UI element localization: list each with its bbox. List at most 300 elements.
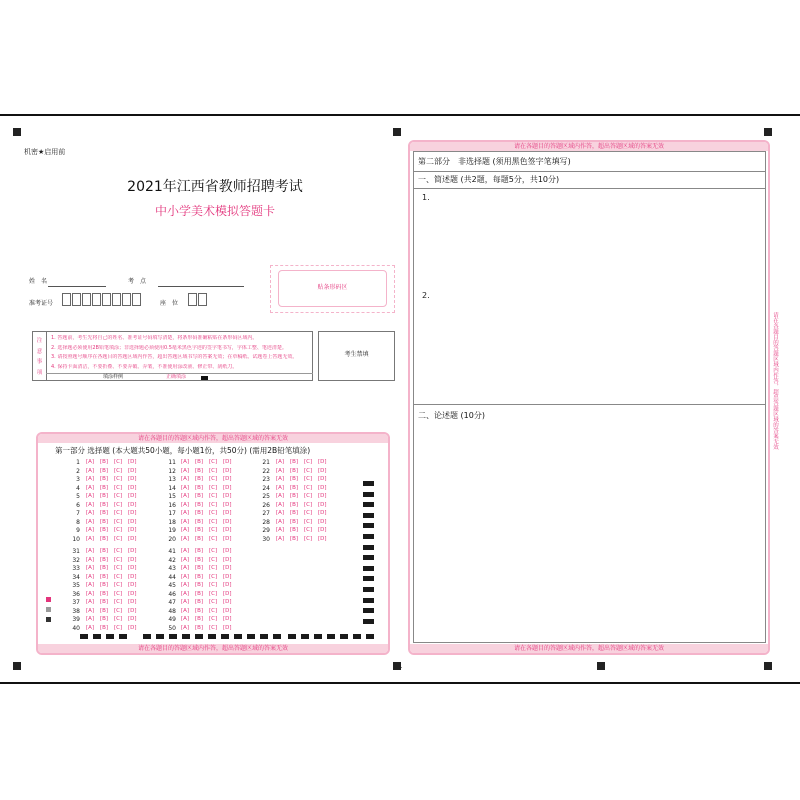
answer-bubble: [D]: [128, 459, 137, 465]
answer-bubble: [D]: [223, 582, 232, 588]
question-number: 27: [262, 510, 270, 517]
answer-bubble: [D]: [223, 573, 232, 580]
question-number: 5: [76, 493, 80, 500]
question-number: 47: [168, 599, 176, 606]
answer-bubble: [D]: [318, 484, 327, 491]
answer-bubble: [A]: [181, 599, 190, 605]
answer-bubble: [D]: [128, 476, 137, 482]
answer-bubble: [C]: [114, 527, 123, 533]
answer-bubble: [C]: [304, 467, 313, 474]
timing-mark: [247, 634, 255, 639]
answer-bubble: [C]: [209, 518, 218, 525]
answer-bubble: [B]: [100, 582, 109, 588]
timing-mark: [366, 634, 374, 639]
question-number: 45: [168, 582, 176, 589]
timing-mark: [363, 545, 374, 550]
answer-bubble: [B]: [100, 590, 109, 597]
timing-mark: [208, 634, 216, 639]
answer-options: [181, 519, 237, 526]
timing-mark: [80, 634, 88, 639]
answer-bubble: [A]: [181, 501, 190, 508]
answer-bubble: [B]: [195, 527, 204, 533]
question-number: 19: [168, 527, 176, 534]
answer-bubble: [B]: [100, 476, 109, 482]
question-number: 44: [168, 573, 176, 581]
answer-bubble: [B]: [290, 459, 299, 465]
answer-bubble: [C]: [304, 459, 313, 465]
question-number: 43: [168, 565, 176, 572]
notice-item: 4. 保持卡面清洁，不要折叠、不要弄破、弄皱，不准使用涂改液、修正带、刮纸刀。: [51, 363, 238, 370]
answer-bubble: [C]: [114, 484, 123, 491]
name-field: [48, 286, 106, 287]
page-number: 1: [398, 662, 403, 670]
answer-bubble: [A]: [86, 476, 95, 482]
answer-options: [181, 608, 237, 615]
answer-bubble: [D]: [223, 565, 232, 571]
timing-mark: [288, 634, 296, 639]
timing-mark: [169, 634, 177, 639]
correct-fill-label: 正确填涂: [166, 374, 187, 380]
timing-mark: [221, 634, 229, 639]
question-number: 20: [168, 535, 176, 543]
answer-bubble: [B]: [290, 467, 299, 474]
timing-mark: [340, 634, 348, 639]
answer-bubble: [B]: [195, 590, 204, 597]
answer-bubble: [C]: [114, 548, 123, 554]
question-number: 11: [168, 459, 176, 466]
timing-mark: [273, 634, 281, 639]
answer-bubble: [B]: [100, 510, 109, 516]
answer-bubble: [C]: [114, 510, 123, 516]
timing-mark: [363, 608, 374, 613]
answer-bubble: [A]: [181, 624, 190, 631]
answer-options: [181, 485, 237, 492]
answer-bubble: [B]: [100, 624, 109, 631]
answer-bubble: [B]: [100, 573, 109, 580]
name-label: 姓 名: [29, 278, 48, 285]
answer-bubble: [A]: [276, 501, 285, 508]
notice-title-char: 意: [36, 348, 43, 355]
question-number: 9: [76, 527, 80, 534]
answer-bubble: [A]: [181, 484, 190, 491]
answer-bubble: [A]: [181, 527, 190, 533]
fill-sample-label: 填涂样例: [103, 374, 124, 380]
answer-bubble: [A]: [276, 493, 285, 499]
answer-bubble: [A]: [86, 573, 95, 580]
question-number: 41: [168, 548, 176, 555]
timing-mark: [363, 502, 374, 507]
answer-options: [276, 510, 332, 517]
answer-bubble: [C]: [304, 527, 313, 533]
answer-bubble: [A]: [86, 616, 95, 622]
answer-bubble: [B]: [100, 565, 109, 571]
answer-area-warning-footer: 请在各题目的答题区域内作答，超出答题区域的答案无效: [38, 644, 388, 653]
answer-options: [181, 591, 237, 598]
barcode-area: [270, 265, 395, 313]
answer-bubble: [A]: [86, 607, 95, 614]
answer-bubble: [A]: [86, 493, 95, 499]
notice-item: 2. 选择题必须使用2B铅笔填涂；非选择题必须使用0.5毫米黑色字迹的签字笔书写，字体工整、笔迹清楚。: [51, 344, 287, 351]
top-rule: [0, 114, 800, 116]
question-number: 31: [72, 548, 80, 555]
answer-bubble: [A]: [86, 556, 95, 563]
answer-bubble: [D]: [223, 624, 232, 631]
question-number: 1: [76, 459, 80, 466]
answer-bubble: [B]: [290, 493, 299, 499]
answer-options: [86, 582, 142, 589]
timing-mark: [260, 634, 268, 639]
answer-bubble: [D]: [128, 501, 137, 508]
answer-bubble: [D]: [128, 548, 137, 554]
answer-bubble: [C]: [209, 527, 218, 533]
answer-options: [86, 493, 142, 500]
registration-mark: [13, 128, 21, 136]
question-number: 15: [168, 493, 176, 500]
answer-bubble: [C]: [209, 535, 218, 542]
answer-bubble: [B]: [100, 501, 109, 508]
answer-bubble: [B]: [195, 518, 204, 525]
question-number: 16: [168, 501, 176, 509]
answer-bubble: [D]: [223, 518, 232, 525]
timing-mark: [363, 576, 374, 581]
answer-bubble: [D]: [223, 476, 232, 482]
answer-bubble: [D]: [128, 556, 137, 563]
answer-bubble: [B]: [195, 607, 204, 614]
side-warning-text: 请在各题目的答题区域内作答，超出答题区域的答案无效: [772, 312, 778, 450]
answer-options: [276, 485, 332, 492]
registration-mark: [597, 662, 605, 670]
answer-bubble: [C]: [114, 467, 123, 474]
notice-title: [33, 332, 47, 380]
answer-bubble: [B]: [195, 535, 204, 542]
answer-bubble: [C]: [114, 493, 123, 499]
answer-area-warning-header: 请在各题目的答题区域内作答，超出答题区域的答案无效: [410, 142, 768, 151]
answer-bubble: [B]: [195, 467, 204, 474]
answer-bubble: [B]: [290, 535, 299, 542]
answer-options: [181, 565, 237, 572]
answer-bubble: [D]: [318, 501, 327, 508]
answer-bubble: [D]: [223, 548, 232, 554]
answer-bubble: [C]: [209, 501, 218, 508]
answer-bubble: [D]: [128, 565, 137, 571]
timing-mark: [363, 481, 374, 486]
confidential-label: 机密★启用前: [24, 148, 66, 156]
answer-bubble: [D]: [128, 527, 137, 533]
answer-bubble: [B]: [195, 501, 204, 508]
answer-bubble: [A]: [86, 459, 95, 465]
question-number: 37: [72, 599, 80, 606]
answer-options: [86, 548, 142, 555]
answer-bubble: [B]: [290, 476, 299, 482]
answer-bubble: [B]: [100, 616, 109, 622]
answer-bubble: [C]: [209, 582, 218, 588]
ticket-number-label: 准考证号: [29, 300, 54, 307]
answer-options: [86, 574, 142, 581]
answer-bubble: [A]: [86, 565, 95, 571]
answer-options: [276, 468, 332, 475]
answer-bubble: [B]: [100, 527, 109, 533]
answer-options: [181, 527, 237, 534]
answer-bubble: [A]: [86, 510, 95, 516]
answer-bubble: [B]: [195, 556, 204, 563]
examinee-reserved-label: 考生禁填: [344, 351, 369, 358]
digit-box: [188, 293, 197, 306]
answer-bubble: [D]: [223, 510, 232, 516]
answer-bubble: [B]: [195, 582, 204, 588]
gray-calibration-square: [46, 607, 51, 612]
question-number: 13: [168, 476, 176, 483]
answer-bubble: [C]: [209, 624, 218, 631]
answer-bubble: [D]: [223, 599, 232, 605]
answer-options: [86, 468, 142, 475]
answer-bubble: [C]: [114, 535, 123, 542]
part2-writing-box: [413, 151, 766, 643]
answer-options: [181, 574, 237, 581]
timing-mark: [363, 534, 374, 539]
question-number: 18: [168, 518, 176, 526]
answer-bubble: [C]: [114, 518, 123, 525]
answer-bubble: [B]: [100, 484, 109, 491]
question-number: 25: [262, 493, 270, 500]
answer-bubble: [B]: [195, 476, 204, 482]
answer-bubble: [D]: [318, 510, 327, 516]
notice-item: 1. 答题前，考生先将自己的姓名、准考证号码填写清楚，将条形码准确粘贴在条形码区域内。: [51, 335, 258, 341]
answer-bubble: [D]: [318, 518, 327, 525]
answer-bubble: [C]: [114, 501, 123, 508]
answer-bubble: [C]: [114, 599, 123, 605]
answer-bubble: [D]: [128, 535, 137, 542]
answer-bubble: [D]: [128, 582, 137, 588]
answer-options: [181, 493, 237, 500]
answer-bubble: [C]: [209, 493, 218, 499]
answer-options: [181, 548, 237, 555]
answer-bubble: [B]: [195, 548, 204, 554]
timing-mark: [363, 587, 374, 592]
part2-title-divider: [413, 171, 766, 172]
notice-title-char: 事: [36, 359, 43, 365]
answer-bubble: [C]: [114, 556, 123, 563]
notice-box: [32, 331, 313, 381]
answer-bubble: [B]: [290, 518, 299, 525]
question-number: 23: [262, 476, 270, 483]
answer-bubble: [A]: [181, 476, 190, 482]
answer-bubble: [A]: [181, 582, 190, 588]
answer-options: [276, 536, 332, 543]
question-number: 32: [72, 556, 80, 564]
question-number: 12: [168, 467, 176, 475]
answer-bubble: [C]: [209, 573, 218, 580]
answer-options: [86, 565, 142, 572]
answer-bubble: [D]: [223, 501, 232, 508]
digit-box: [198, 293, 207, 306]
question-number: 2: [76, 467, 80, 475]
answer-options: [181, 536, 237, 543]
short-answer-heading: 一、简述题 (共2题，每题5分，共10分): [418, 175, 560, 184]
answer-bubble: [A]: [86, 484, 95, 491]
answer-bubble: [A]: [276, 535, 285, 542]
answer-bubble: [B]: [195, 493, 204, 499]
answer-bubble: [C]: [209, 590, 218, 597]
answer-bubble: [B]: [100, 518, 109, 525]
registration-mark: [764, 662, 772, 670]
answer-bubble: [D]: [128, 510, 137, 516]
answer-bubble: [A]: [276, 476, 285, 482]
timing-mark: [156, 634, 164, 639]
timing-mark: [93, 634, 101, 639]
answer-bubble: [A]: [86, 624, 95, 631]
answer-bubble: [C]: [209, 510, 218, 516]
timing-mark: [195, 634, 203, 639]
registration-mark: [393, 128, 401, 136]
answer-bubble: [D]: [223, 493, 232, 499]
question-number: 36: [72, 590, 80, 598]
question-number: 14: [168, 484, 176, 492]
answer-bubble: [A]: [86, 548, 95, 554]
question-number: 7: [76, 510, 80, 517]
answer-bubble: [A]: [276, 459, 285, 465]
answer-bubble: [A]: [276, 527, 285, 533]
card-subtitle: 中小学美术模拟答题卡: [154, 204, 275, 218]
answer-options: [181, 616, 237, 623]
question-number: 26: [262, 501, 270, 509]
answer-bubble: [D]: [318, 493, 327, 499]
answer-bubble: [A]: [86, 467, 95, 474]
registration-mark: [13, 662, 21, 670]
answer-bubble: [D]: [128, 624, 137, 631]
answer-options: [181, 557, 237, 564]
question-number: 35: [72, 582, 80, 589]
part2-title: 第二部分 非选择题 (须用黑色签字笔填写): [418, 157, 571, 166]
question-1-label: 1.: [422, 193, 430, 202]
answer-bubble: [A]: [86, 527, 95, 533]
answer-bubble: [D]: [128, 493, 137, 499]
question-number: 24: [262, 484, 270, 492]
notice-title-char: 注: [36, 338, 43, 344]
digit-box: [72, 293, 81, 306]
answer-bubble: [B]: [100, 548, 109, 554]
answer-bubble: [D]: [128, 573, 137, 580]
answer-options: [86, 502, 142, 509]
digit-box: [112, 293, 121, 306]
timing-mark: [353, 634, 361, 639]
answer-options: [86, 591, 142, 598]
answer-options: [86, 459, 142, 466]
answer-bubble: [D]: [318, 535, 327, 542]
answer-bubble: [D]: [223, 590, 232, 597]
answer-bubble: [A]: [181, 493, 190, 499]
answer-bubble: [C]: [304, 518, 313, 525]
answer-bubble: [D]: [223, 616, 232, 622]
answer-bubble: [B]: [100, 535, 109, 542]
answer-bubble: [A]: [86, 582, 95, 588]
answer-bubble: [D]: [223, 535, 232, 542]
answer-options: [276, 527, 332, 534]
question-number: 40: [72, 624, 80, 632]
question-number: 33: [72, 565, 80, 572]
answer-bubble: [B]: [100, 607, 109, 614]
answer-bubble: [D]: [223, 556, 232, 563]
barcode-frame: [278, 270, 387, 307]
answer-bubble: [D]: [223, 459, 232, 465]
answer-bubble: [D]: [128, 467, 137, 474]
notice-item: 3. 请按照题号顺序在各题目的答题区域内作答，超出答题区域书写的答案无效；在草稿纸、试题卷上答题无效。: [51, 354, 298, 360]
answer-options: [181, 510, 237, 517]
answer-bubble: [C]: [114, 476, 123, 482]
answer-bubble: [B]: [100, 467, 109, 474]
answer-bubble: [B]: [195, 616, 204, 622]
question-number: 39: [72, 616, 80, 623]
answer-bubble: [C]: [304, 501, 313, 508]
answer-bubble: [C]: [114, 616, 123, 622]
answer-bubble: [A]: [86, 599, 95, 605]
answer-options: [86, 510, 142, 517]
answer-bubble: [B]: [195, 599, 204, 605]
answer-bubble: [A]: [181, 548, 190, 554]
answer-bubble: [C]: [114, 573, 123, 580]
answer-bubble: [C]: [114, 590, 123, 597]
timing-mark: [314, 634, 322, 639]
answer-bubble: [A]: [181, 607, 190, 614]
answer-bubble: [C]: [304, 535, 313, 542]
answer-bubble: [B]: [195, 510, 204, 516]
answer-bubble: [A]: [86, 501, 95, 508]
answer-bubble: [A]: [86, 590, 95, 597]
answer-options: [86, 476, 142, 483]
answer-bubble: [A]: [86, 518, 95, 525]
answer-bubble: [B]: [100, 459, 109, 465]
dark-calibration-square: [46, 617, 51, 622]
filled-bubble-sample: [201, 376, 208, 380]
digit-box: [82, 293, 91, 306]
answer-bubble: [A]: [86, 535, 95, 542]
question-number: 6: [76, 501, 80, 509]
digit-box: [122, 293, 131, 306]
answer-bubble: [C]: [209, 607, 218, 614]
timing-mark: [363, 523, 374, 528]
timing-mark: [363, 492, 374, 497]
examinee-reserved-box: [318, 331, 395, 381]
answer-bubble: [A]: [181, 518, 190, 525]
answer-bubble: [D]: [223, 607, 232, 614]
question-number: 4: [76, 484, 80, 492]
question-number: 3: [76, 476, 80, 483]
barcode-label: 贴条形码区: [317, 284, 348, 291]
answer-bubble: [B]: [100, 556, 109, 563]
answer-bubble: [A]: [181, 459, 190, 465]
answer-options: [276, 519, 332, 526]
question-number: 29: [262, 527, 270, 534]
answer-bubble: [A]: [276, 484, 285, 491]
timing-mark: [182, 634, 190, 639]
answer-options: [276, 459, 332, 466]
answer-bubble: [D]: [318, 527, 327, 533]
answer-options: [86, 608, 142, 615]
timing-mark: [363, 566, 374, 571]
answer-bubble: [A]: [181, 573, 190, 580]
answer-options: [181, 468, 237, 475]
answer-options: [181, 502, 237, 509]
registration-mark: [764, 128, 772, 136]
answer-bubble: [A]: [276, 510, 285, 516]
answer-area-warning-header: 请在各题目的答题区域内作答，超出答题区域的答案无效: [38, 434, 388, 443]
answer-bubble: [A]: [181, 616, 190, 622]
answer-bubble: [C]: [209, 467, 218, 474]
answer-bubble: [C]: [209, 565, 218, 571]
answer-bubble: [C]: [114, 565, 123, 571]
answer-options: [181, 459, 237, 466]
answer-options: [86, 519, 142, 526]
answer-bubble: [A]: [181, 467, 190, 474]
